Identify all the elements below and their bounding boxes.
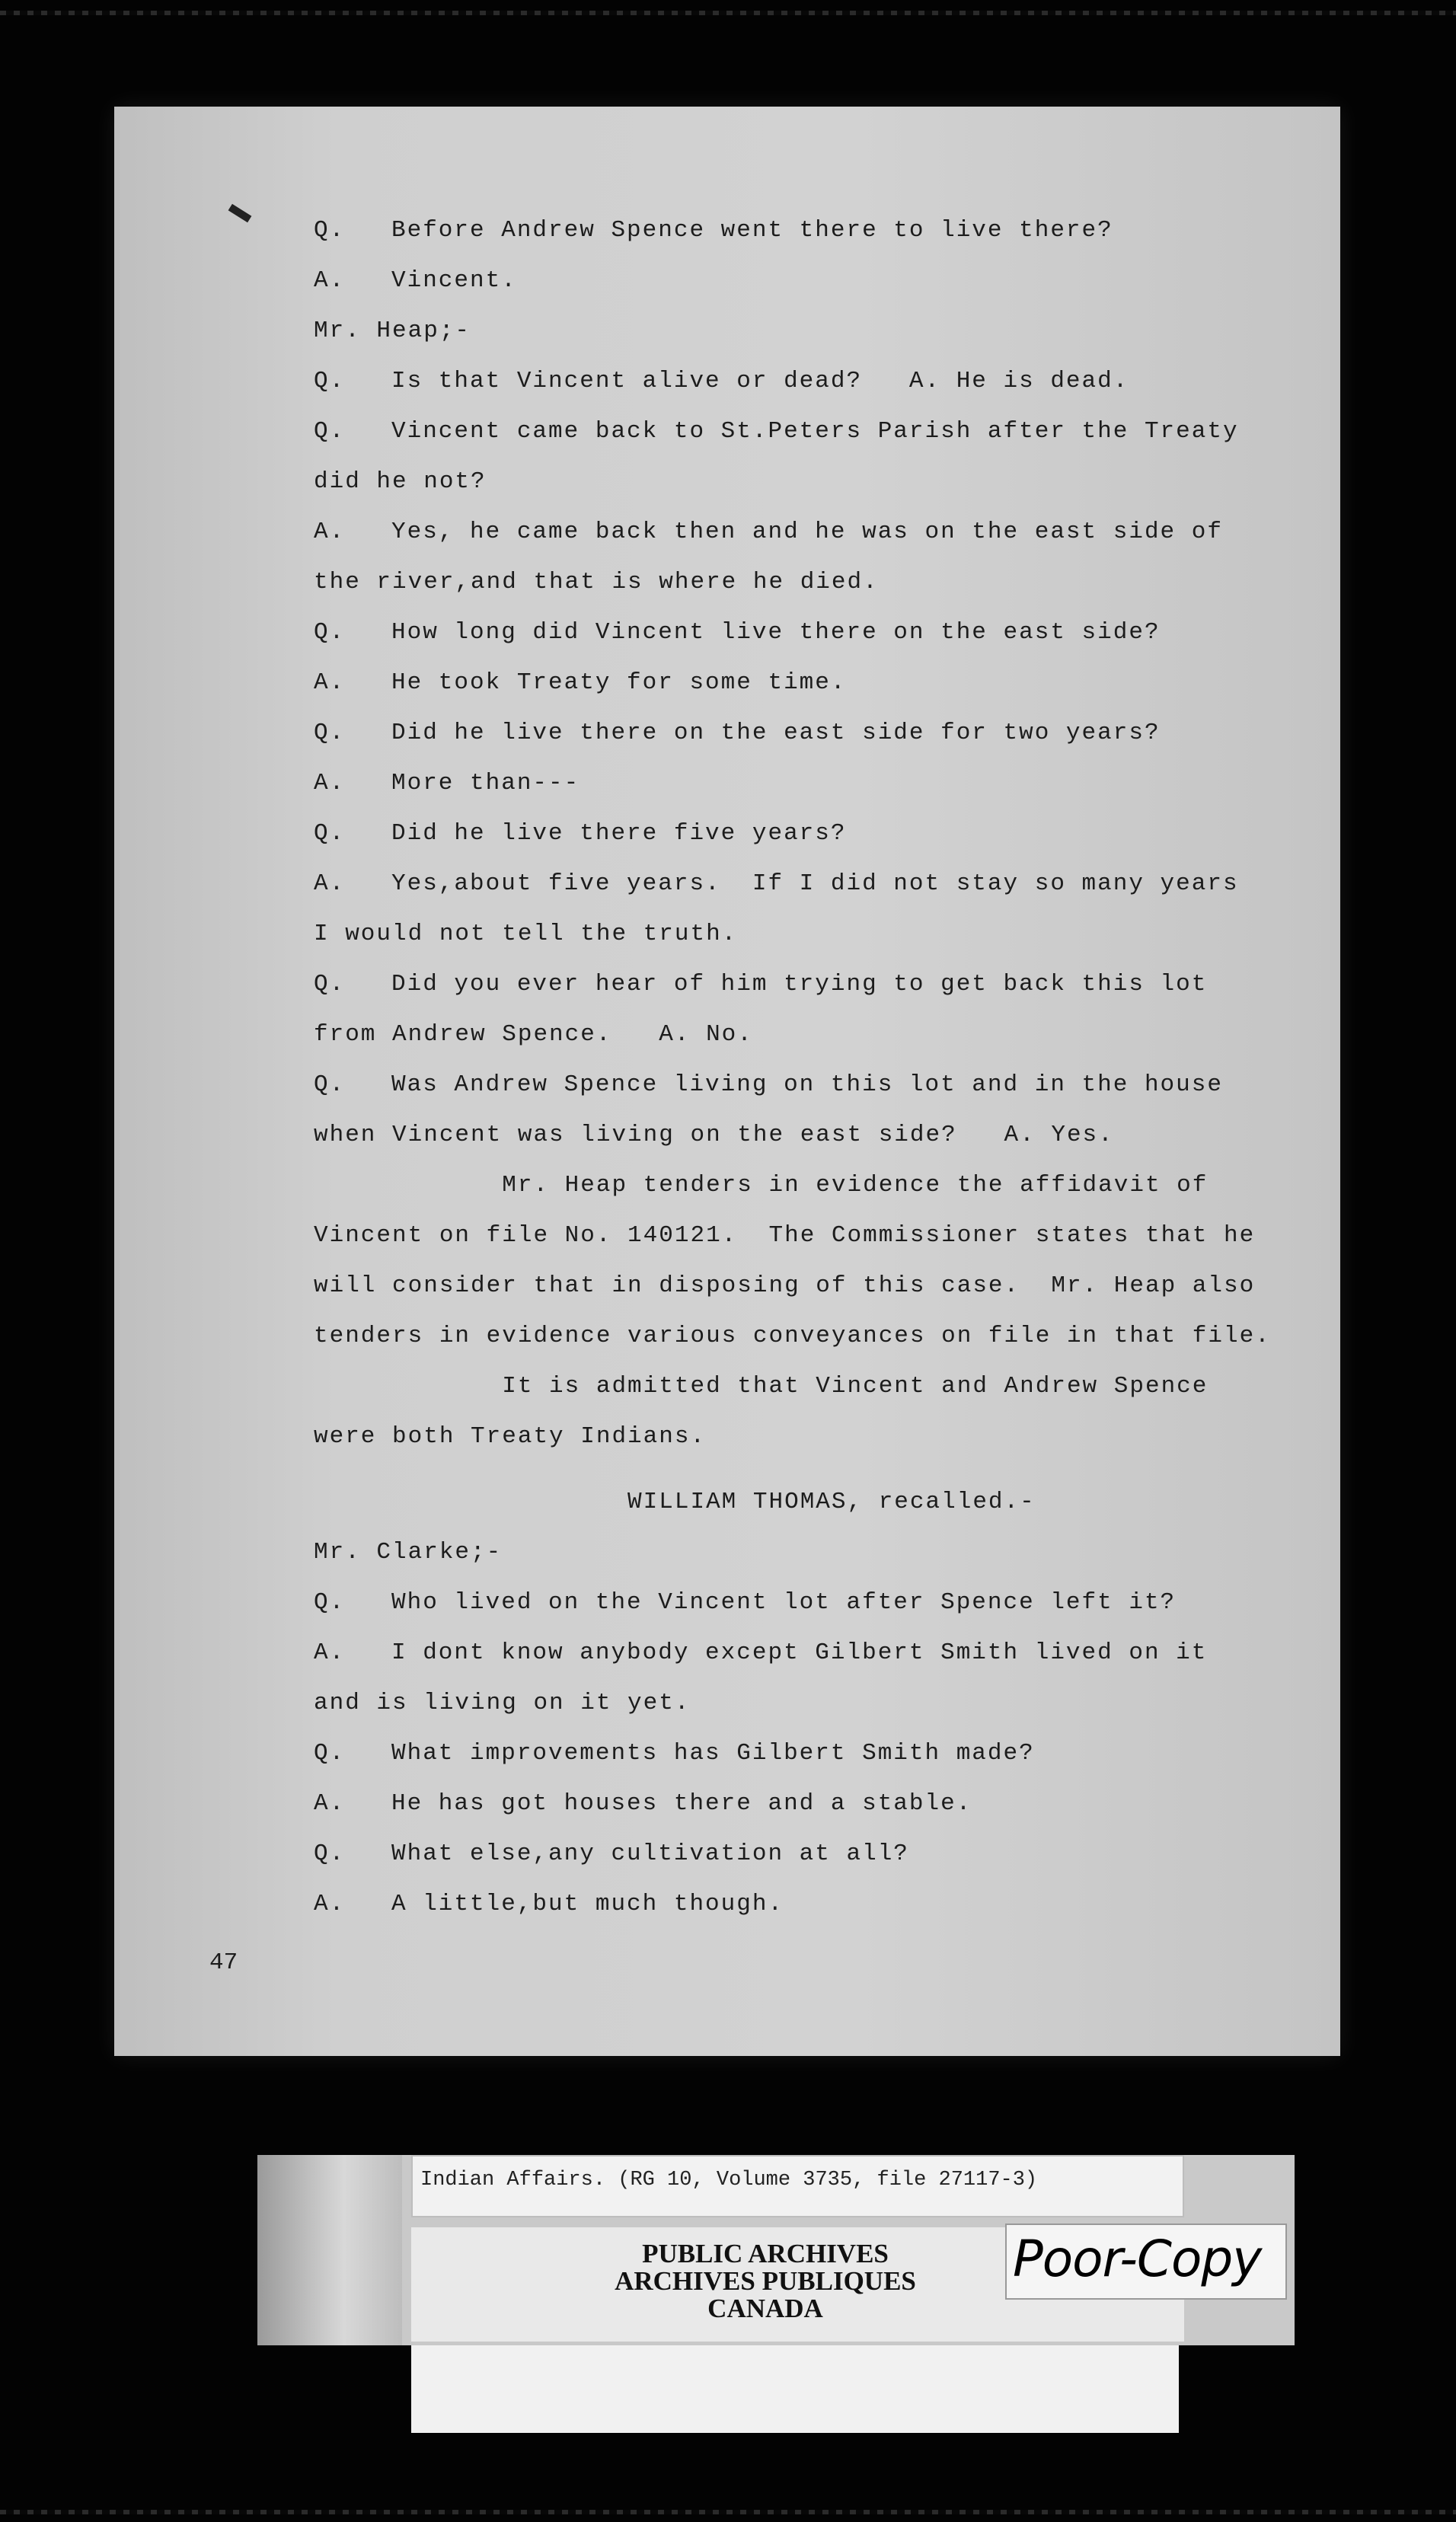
strip-tape-edge <box>257 2155 402 2345</box>
line-text: tenders in evidence various conveyances on file in that file. <box>314 1323 1271 1349</box>
transcript-line <box>314 569 879 595</box>
transcript-line <box>314 1639 1207 1666</box>
blank-card <box>411 2345 1179 2433</box>
qa-label: A. <box>314 1790 346 1817</box>
transcript-line <box>314 921 737 947</box>
transcript-line <box>314 1373 1208 1400</box>
line-text: Vincent. <box>391 267 517 294</box>
qa-label: A. <box>314 770 346 797</box>
line-text: It is admitted that Vincent and Andrew Spence <box>314 1373 1209 1400</box>
line-text: A little,but much though. <box>391 1891 784 1917</box>
line-text: and is living on it yet. <box>314 1690 691 1716</box>
line-text: He has got houses there and a stable. <box>391 1790 972 1817</box>
qa-label: Q. <box>314 971 346 998</box>
qa-label: Q. <box>314 720 346 746</box>
line-text: Vincent came back to St.Peters Parish after the Treaty <box>391 418 1239 445</box>
transcript-line <box>314 770 580 797</box>
film-edge-top <box>0 11 1456 15</box>
line-text: Did you ever hear of him trying to get back this lot <box>391 971 1208 998</box>
line-text: How long did Vincent live there on the east side? <box>391 619 1161 646</box>
line-text: did he not? <box>314 468 487 495</box>
reference-text: Indian Affairs. (RG 10, Volume 3735, file 27117-3) <box>420 2169 1038 2192</box>
qa-label: A. <box>314 669 346 696</box>
transcript-line <box>314 720 1161 746</box>
line-text: Mr. Clarke;- <box>314 1539 503 1566</box>
line-text: Before Andrew Spence went there to live there? <box>391 217 1113 244</box>
line-text: from Andrew Spence. A. No. <box>314 1021 753 1048</box>
transcript-line <box>314 1539 502 1566</box>
transcript-line <box>314 217 1113 244</box>
transcript-line <box>314 1740 1035 1767</box>
archives-stamp <box>560 2240 971 2322</box>
document-page <box>114 107 1340 2056</box>
qa-label: Q. <box>314 368 346 394</box>
qa-label: Q. <box>314 820 346 847</box>
line-text: What else,any cultivation at all? <box>391 1840 909 1867</box>
transcript-line <box>314 619 1161 646</box>
transcript-line <box>314 971 1207 998</box>
transcript-line <box>314 1172 1208 1199</box>
line-text: the river,and that is where he died. <box>314 569 879 595</box>
line-text: Mr. Heap;- <box>314 318 471 344</box>
transcript-line <box>314 1122 1114 1148</box>
transcript-line <box>314 1489 1036 1515</box>
stamp-line-2: ARCHIVES PUBLIQUES <box>615 2266 916 2296</box>
transcript-line <box>314 267 517 294</box>
line-text: I dont know anybody except Gilbert Smith lived on it <box>391 1639 1208 1666</box>
line-text: Who lived on the Vincent lot after Spence left it? <box>391 1589 1177 1616</box>
qa-label: Q. <box>314 1740 346 1767</box>
transcript-line <box>314 368 1129 394</box>
line-text: Mr. Heap tenders in evidence the affidavit of <box>314 1172 1209 1199</box>
transcript-line <box>314 1071 1223 1098</box>
transcript-line <box>314 1021 753 1048</box>
qa-label: Q. <box>314 418 346 445</box>
transcript-text <box>114 107 1340 2056</box>
transcript-line <box>314 1222 1255 1249</box>
line-text: will consider that in disposing of this case. Mr. Heap also <box>314 1272 1256 1299</box>
film-edge-bottom <box>0 2510 1456 2514</box>
qa-label: A. <box>314 519 346 545</box>
line-text: Did he live there five years? <box>391 820 847 847</box>
transcript-line <box>314 1690 690 1716</box>
qa-label: Q. <box>314 1071 346 1098</box>
qa-label: A. <box>314 1639 346 1666</box>
transcript-line <box>314 1272 1255 1299</box>
transcript-line <box>314 820 847 847</box>
line-text: I would not tell the truth. <box>314 921 738 947</box>
page-number: 47 <box>209 1949 238 1976</box>
line-text: Vincent on file No. 140121. The Commissioner states that he <box>314 1222 1256 1249</box>
line-text: Is that Vincent alive or dead? A. He is dead. <box>391 368 1129 394</box>
poor-copy-text: Poor-Copy <box>1013 2230 1262 2288</box>
line-text: He took Treaty for some time. <box>391 669 847 696</box>
qa-label: A. <box>314 870 346 897</box>
transcript-line <box>314 318 471 344</box>
transcript-line <box>314 1891 784 1917</box>
stamp-line-1: PUBLIC ARCHIVES <box>642 2239 889 2268</box>
qa-label: Q. <box>314 217 346 244</box>
transcript-line <box>314 1840 909 1867</box>
line-text: Was Andrew Spence living on this lot and in the house <box>391 1071 1223 1098</box>
transcript-line <box>314 519 1223 545</box>
line-text: Yes,about five years. If I did not stay so many years <box>391 870 1239 897</box>
qa-label: A. <box>314 267 346 294</box>
stamp-line-3: CANADA <box>707 2294 823 2323</box>
line-text: were both Treaty Indians. <box>314 1423 707 1450</box>
line-text: Did he live there on the east side for two years? <box>391 720 1161 746</box>
line-text: Yes, he came back then and he was on the east side of <box>391 519 1223 545</box>
line-text: when Vincent was living on the east side? A. Yes. <box>314 1122 1114 1148</box>
qa-label: A. <box>314 1891 346 1917</box>
qa-label: Q. <box>314 1589 346 1616</box>
transcript-line <box>314 1790 972 1817</box>
transcript-line <box>314 1589 1176 1616</box>
qa-label: Q. <box>314 619 346 646</box>
transcript-line <box>314 669 847 696</box>
transcript-line <box>314 468 487 495</box>
transcript-line <box>314 870 1239 897</box>
transcript-line <box>314 418 1239 445</box>
line-text: What improvements has Gilbert Smith made? <box>391 1740 1035 1767</box>
line-text: WILLIAM THOMAS, recalled.- <box>314 1489 1036 1515</box>
transcript-line <box>314 1323 1271 1349</box>
transcript-line <box>314 1423 706 1450</box>
line-text: More than--- <box>391 770 580 797</box>
qa-label: Q. <box>314 1840 346 1867</box>
